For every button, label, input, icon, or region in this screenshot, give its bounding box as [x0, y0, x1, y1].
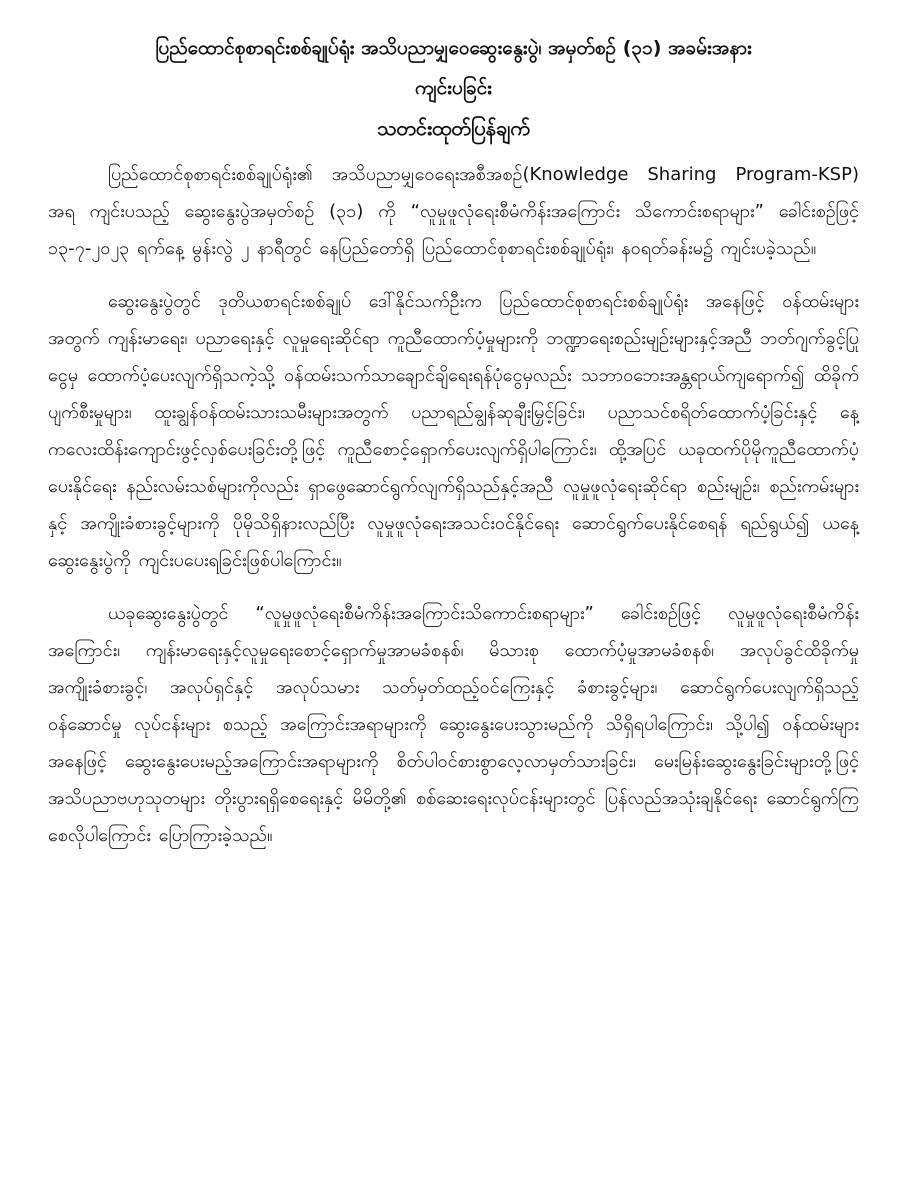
document-title-line-1: ပြည်ထောင်စုစာရင်းစစ်ချုပ်ရုံး အသိပညာမျှဝေဆွေးနွေးပွဲ၊ အမှတ်စဉ် (၃၁) အခမ်းအနား	[155, 37, 752, 59]
document-subtitle: သတင်းထုတ်ပြန်ချက်	[377, 116, 530, 140]
document-title-line-2: ကျင်းပခြင်း	[414, 77, 493, 99]
paragraph-1: ပြည်ထောင်စုစာရင်းစစ်ချုပ်ရုံး၏ အသိပညာမျှဝေရေးအစီအစဉ်(Knowledge Sharing Program-KSP) အရ ကျင်းပသည့် ဆွေးနွေးပွဲအမှတ်စဉ် (၃၁) ကို “လူမှုဖူလုံရေးစီမံကိန်းအကြောင်း သိကောင်းစရာများ” ခေါင်းစဉ်ဖြင့် ၁၃-၇-၂၀၂၃ ရက်နေ့ မွန်းလွဲ ၂ နာရီတွင် နေပြည်တော်ရှိ ပြည်ထောင်စုစာရင်းစစ်ချုပ်ရုံး၊ နဝရတ်ခန်းမ၌ ကျင်းပခဲ့သည်။	[48, 164, 859, 259]
paragraph-2: ဆွေးနွေးပွဲတွင် ဒုတိယစာရင်းစစ်ချုပ် ဒေါ်နိုင်သက်ဦးက ပြည်ထောင်စုစာရင်းစစ်ချုပ်ရုံး အနေဖြင့် ဝန်ထမ်းများအတွက် ကျန်းမာရေး၊ ပညာရေးနှင့် လူမှုရေးဆိုင်ရာ ကူညီထောက်ပံ့မှုများကို ဘဏ္ဍာရေးစည်းမျဉ်းများနှင့်အညီ ဘတ်ဂျက်ခွင့်ပြုငွေမှ ထောက်ပံ့ပေးလျက်ရှိသကဲ့သို့ ဝန်ထမ်းသက်သာချောင်ချိရေးရန်ပုံငွေမှလည်း သဘာဝဘေးအန္တရာယ်ကျရောက်၍ ထိခိုက်ပျက်စီးမှုများ၊ ထူးချွန်ဝန်ထမ်းသားသမီးများအတွက် ပညာရည်ချွန်ဆုချီးမြှင့်ခြင်း၊ ပညာသင်စရိတ်ထောက်ပံ့ခြင်းနှင့် နေ့ကလေးထိန်းကျောင်းဖွင့်လှစ်ပေးခြင်းတို့ဖြင့် ကူညီစောင့်ရှောက်ပေးလျက်ရှိပါကြောင်း၊ ထို့အပြင် ယခုထက်ပိုမိုကူညီထောက်ပံ့ပေးနိုင်ရေး နည်းလမ်းသစ်များကိုလည်း ရှာဖွေဆောင်ရွက်လျက်ရှိသည်နှင့်အညီ လူမှုဖူလုံရေးဆိုင်ရာ စည်းမျဉ်း၊ စည်းကမ်းများနှင့် အကျိုးခံစားခွင့်များကို ပိုမိုသိရှိနားလည်ပြီး လူမှုဖူလုံရေးအသင်းဝင်နိုင်ရေး ဆောင်ရွက်ပေးနိုင်စေရန် ရည်ရွယ်၍ ယနေ့ဆွေးနွေးပွဲကို ကျင်းပပေးရခြင်းဖြစ်ပါကြောင်း။	[48, 291, 859, 571]
paragraph-3: ယခုဆွေးနွေးပွဲတွင် “လူမှုဖူလုံရေးစီမံကိန်းအကြောင်းသိကောင်းစရာများ” ခေါင်းစဉ်ဖြင့် လူမှုဖူလုံရေးစီမံကိန်းအကြောင်း၊ ကျန်းမာရေးနှင့်လူမှုရေးစောင့်ရှောက်မှုအာမခံစနစ်၊ မိသားစု ထောက်ပံ့မှုအာမခံစနစ်၊ အလုပ်ခွင်ထိခိုက်မှုအကျိုးခံစားခွင့်၊ အလုပ်ရှင်နှင့် အလုပ်သမား သတ်မှတ်ထည့်ဝင်ကြေးနှင့် ခံစားခွင့်များ၊ ဆောင်ရွက်ပေးလျက်ရှိသည့် ဝန်ဆောင်မှု လုပ်ငန်းများ စသည့် အကြောင်းအရာများကို ဆွေးနွေးပေးသွားမည်ကို သိရှိရပါကြောင်း၊ သို့ပါ၍ ဝန်ထမ်းများ အနေဖြင့် ဆွေးနွေးပေးမည့်အကြောင်းအရာများကို စိတ်ပါဝင်စားစွာလေ့လာမှတ်သားခြင်း၊ မေးမြန်းဆွေးနွေးခြင်းများတို့ဖြင့် အသိပညာဗဟုသုတများ တိုးပွားရရှိစေရေးနှင့် မိမိတို့၏ စစ်ဆေးရေးလုပ်ငန်းများတွင် ပြန်လည်အသုံးချနိုင်ရေး ဆောင်ရွက်ကြစေလိုပါကြောင်း ပြောကြားခဲ့သည်။	[48, 603, 859, 846]
